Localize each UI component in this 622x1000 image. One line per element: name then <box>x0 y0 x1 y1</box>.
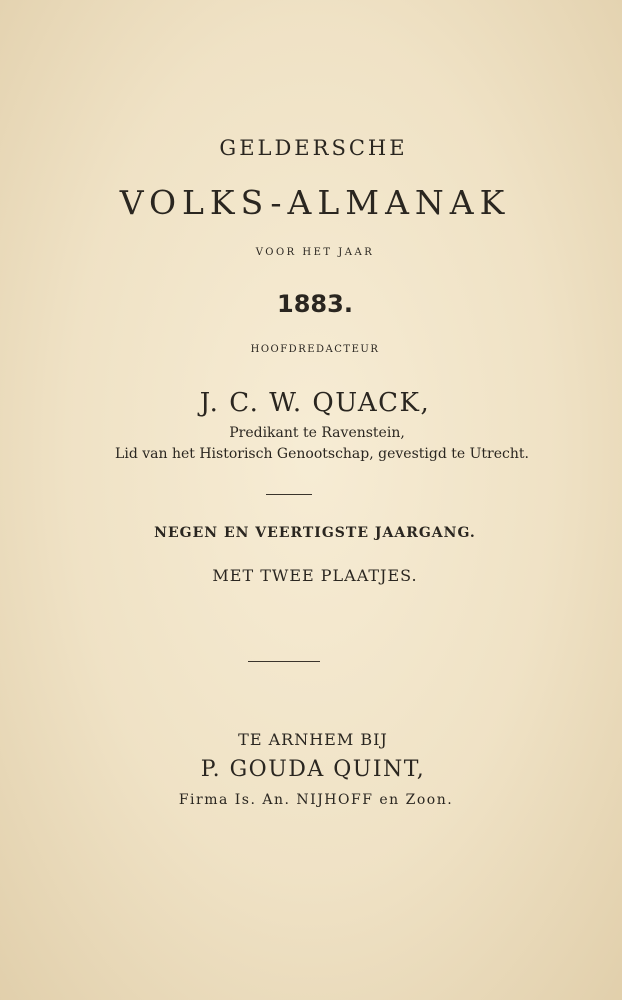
editor-label: HOOFDREDACTEUR <box>250 344 380 355</box>
edition-statement: NEGEN EN VEERTIGSTE JAARGANG. <box>154 525 476 541</box>
year: 1883. <box>277 290 353 318</box>
title-line-2: VOLKS-ALMANAK <box>119 183 511 222</box>
publisher-firm: Firma Is. An. NIJHOFF en Zoon. <box>178 792 454 808</box>
place-of-publication: TE ARNHEM BIJ <box>238 730 388 749</box>
subtitle: VOOR HET JAAR <box>255 247 375 258</box>
plates-statement: MET TWEE PLAATJES. <box>212 566 418 585</box>
editor-role: Predikant te Ravenstein, <box>229 425 405 441</box>
editor-name: J. C. W. QUACK, <box>199 388 431 418</box>
title-line-1: GELDERSCHE <box>219 136 408 160</box>
divider-rule-top <box>266 494 312 495</box>
divider-rule-bottom <box>248 661 320 662</box>
editor-affiliation: Lid van het Historisch Genootschap, gevestigd te Utrecht. <box>115 446 529 462</box>
publisher-name: P. GOUDA QUINT, <box>200 757 426 782</box>
